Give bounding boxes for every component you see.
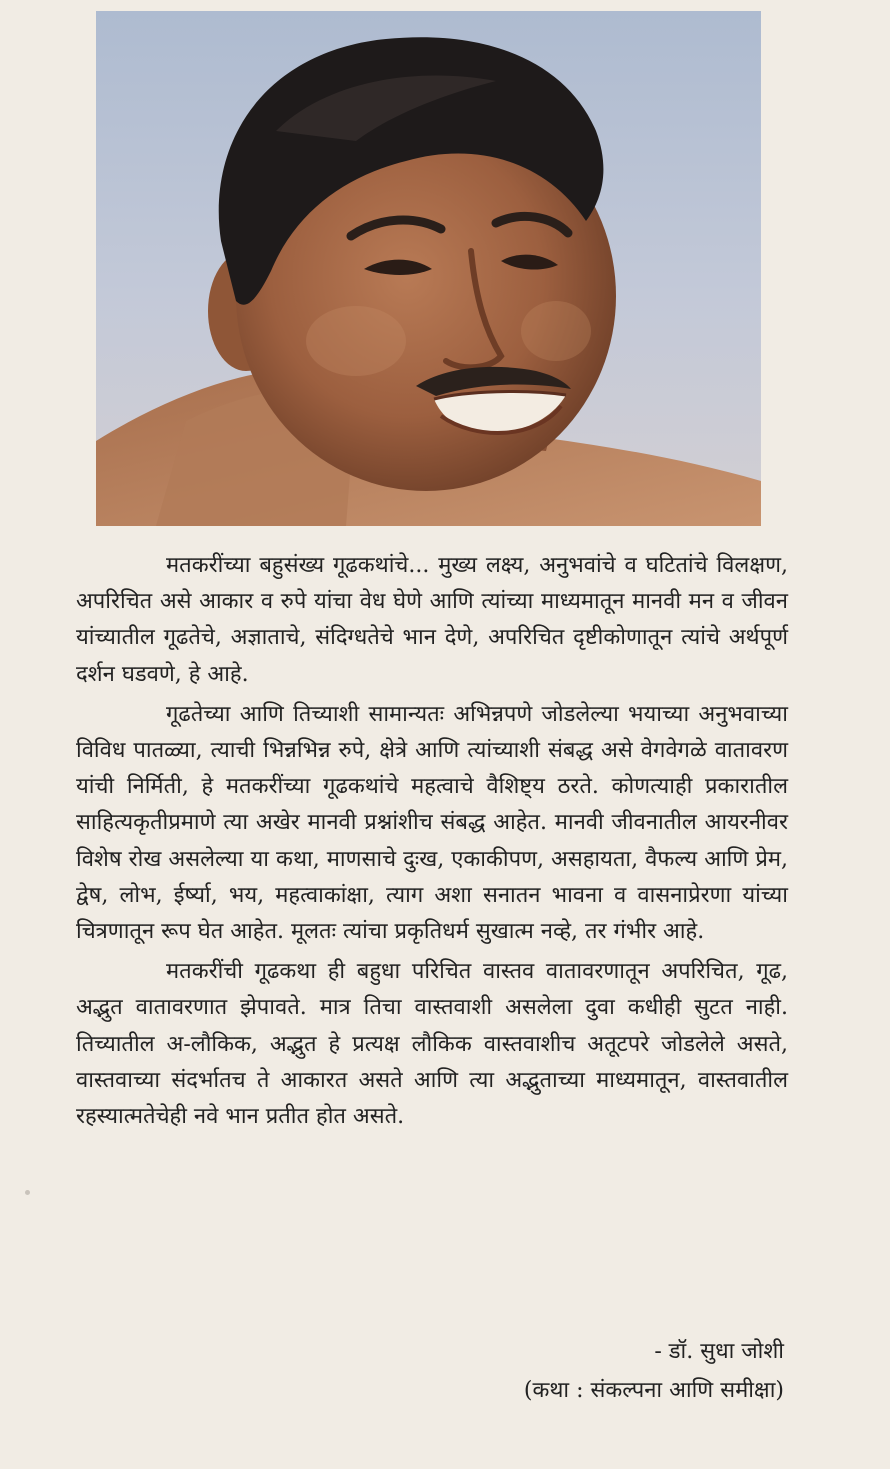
article-text: [76, 548, 788, 1139]
paragraph-2: गूढतेच्या आणि तिच्याशी सामान्यतः अभिन्नपणे जोडलेल्या भयाच्या अनुभवाच्या विविध पातळ्या, त्याची भिन्नभिन्न रुपे, क्षेत्रे आणि त्यांच्याशी संबद्ध असे वेगवेगळे वातावरण यांची निर्मिती, हे मतकरींच्या गूढकथांचे महत्वाचे वैशिष्ट्य ठरते. कोणत्याही प्रकारातील साहित्यकृतीप्रमाणे त्या अखेर मानवी प्रश्नांशीच संबद्ध आहेत. मानवी जीवनातील आयरनीवर विशेष रोख असलेल्या या कथा, माणसाचे दुःख, एकाकीपण, असहायता, वैफल्य आणि प्रेम, द्वेष, लोभ, ईर्ष्या, भय, महत्वाकांक्षा, त्याग अशा सनातन भावना व वासनाप्रेरणा यांच्या चित्रणातून रूप घेत आहेत. मूलतः त्यांचा प्रकृतिधर्म सुखात्म नव्हे, तर गंभीर आहे.: [76, 701, 788, 945]
portrait-illustration: [96, 11, 761, 526]
author-signature: - डॉ. सुधा जोशी: [654, 1339, 784, 1364]
paragraph-1: मतकरींच्या बहुसंख्य गूढकथांचे... मुख्य लक्ष्य, अनुभवांचे व घटितांचे विलक्षण, अपरिचित असे आकार व रुपे यांचा वेध घेणे आणि त्यांच्या माध्यमातून मानवी मन व जीवन यांच्यातील गूढतेचे, अज्ञाताचे, संदिग्धतेचे भान देणे, अपरिचित दृष्टीकोणातून त्यांचे अर्थपूर्ण दर्शन घडवणे, हे आहे.: [76, 553, 788, 687]
paper-speck: [25, 1190, 30, 1195]
author-portrait-photo: [96, 11, 761, 526]
paragraph-3: मतकरींची गूढकथा ही बहुधा परिचित वास्तव वातावरणातून अपरिचित, गूढ, अद्भुत वातावरणात झेपावते. मात्र तिचा वास्तवाशी असलेला दुवा कधीही सुटत नाही. तिच्यातील अ-लौकिक, अद्भुत हे प्रत्यक्ष लौकिक वास्तवाशीच अतूटपरे जोडलेले असते, वास्तवाच्या संदर्भातच ते आकारत असते आणि त्या अद्भुताच्या माध्यमातून, वास्तवातील रहस्यात्मतेचेही नवे भान प्रतीत होत असते.: [76, 959, 788, 1130]
source-citation: (कथा : संकल्पना आणि समीक्षा): [523, 1378, 784, 1403]
